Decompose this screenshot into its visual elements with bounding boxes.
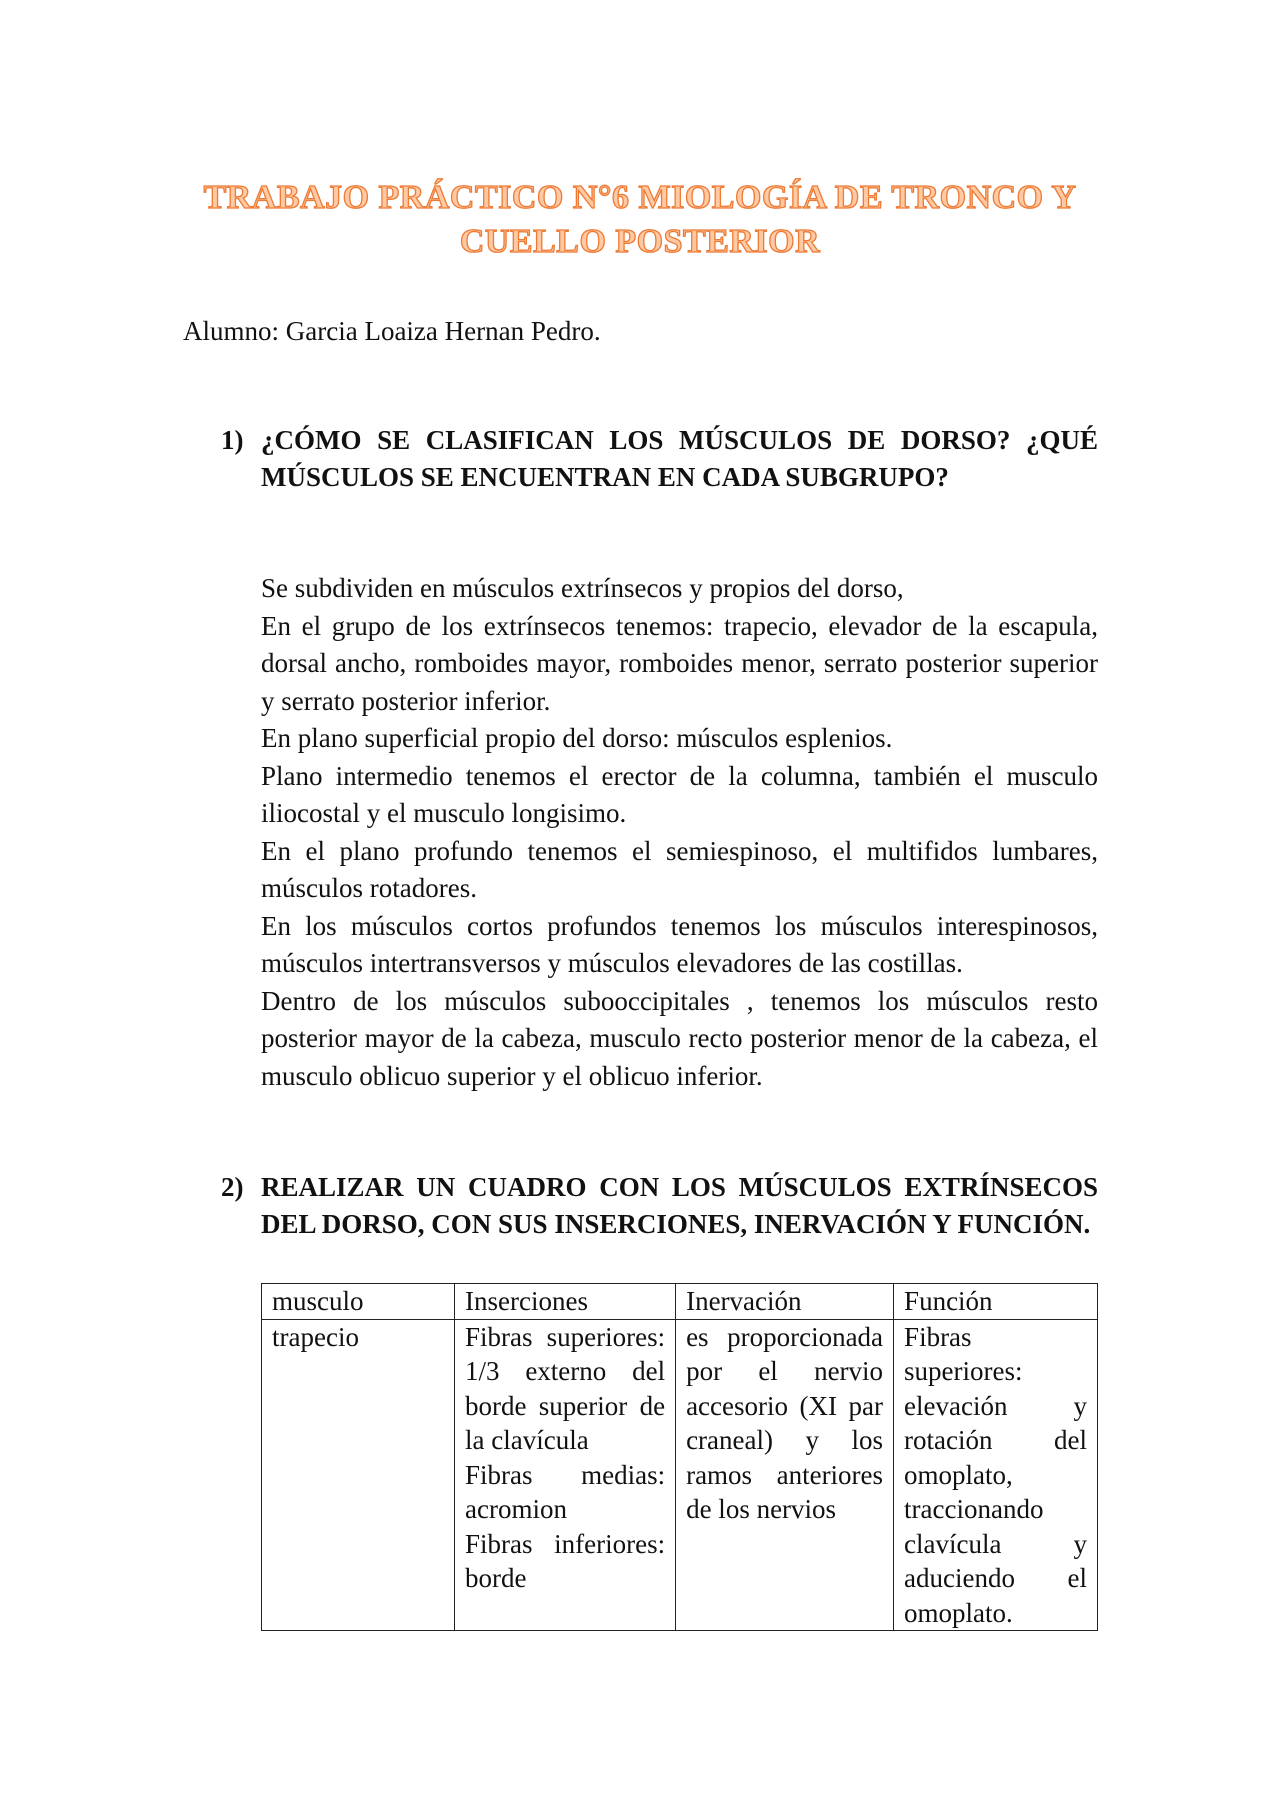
answer-paragraph: Se subdividen en músculos extrínsecos y propios del dorso, bbox=[261, 573, 904, 603]
answer-1 bbox=[261, 570, 1098, 1095]
document-title: TRABAJO PRÁCTICO N°6 MIOLOGÍA DE TRONCO Y CUELLO POSTERIOR bbox=[203, 179, 1077, 260]
student-name: Alumno: Garcia Loaiza Hernan Pedro. bbox=[183, 316, 601, 346]
answer-paragraph: Plano intermedio tenemos el erector de la columna, también el musculo iliocostal y el musculo longisimo. bbox=[261, 760, 1098, 828]
question-text: ¿CÓMO SE CLASIFICAN LOS MÚSCULOS DE DORSO? ¿QUÉ MÚSCULOS SE ENCUENTRAN EN CADA SUBGRUPO? bbox=[261, 425, 1098, 492]
header-funcion: Función bbox=[894, 1284, 1098, 1320]
answer-paragraph: En los músculos cortos profundos tenemos los músculos interespinosos, músculos intertransversos y músculos elevadores de las costillas. bbox=[261, 910, 1098, 978]
table-row bbox=[262, 1319, 1098, 1631]
header-inserciones: Inserciones bbox=[455, 1284, 676, 1320]
header-inervacion: Inervación bbox=[676, 1284, 894, 1320]
insercion-line: Fibras superiores: 1/3 externo del borde superior de la clavícula bbox=[465, 1321, 666, 1455]
answer-paragraph: Dentro de los músculos subooccipitales , tenemos los músculos resto posterior mayor de la cabeza, musculo recto posterior menor de la cabeza, el musculo oblicuo superior y el oblicuo inferior. bbox=[261, 985, 1098, 1091]
table-header-row bbox=[262, 1284, 1098, 1320]
question-number: 2) bbox=[221, 1172, 244, 1202]
question-1 bbox=[221, 422, 1098, 496]
question-2 bbox=[221, 1169, 1098, 1243]
header-musculo: musculo bbox=[262, 1284, 455, 1320]
answer-paragraph: En el plano profundo tenemos el semiespinoso, el multifidos lumbares, músculos rotadores. bbox=[261, 835, 1098, 903]
insercion-line: Fibras inferiores: borde bbox=[465, 1528, 666, 1593]
question-number: 1) bbox=[221, 425, 244, 455]
answer-paragraph: En plano superficial propio del dorso: músculos esplenios. bbox=[261, 723, 893, 753]
cell-funcion: Fibras superiores: elevación y rotación del omoplato, traccionando clavícula y aduciendo el omoplato. bbox=[894, 1319, 1098, 1631]
cell-inserciones bbox=[455, 1319, 676, 1631]
answer-paragraph: En el grupo de los extrínsecos tenemos: trapecio, elevador de la escapula, dorsal ancho, romboides mayor, romboides menor, serrato posterior superior y serrato posterior inferior. bbox=[261, 610, 1098, 716]
muscles-table bbox=[261, 1283, 1098, 1631]
cell-musculo: trapecio bbox=[262, 1319, 455, 1631]
question-text: REALIZAR UN CUADRO CON LOS MÚSCULOS EXTRÍNSECOS DEL DORSO, CON SUS INSERCIONES, INERVACIÓN Y FUNCIÓN. bbox=[261, 1172, 1098, 1239]
insercion-line: Fibras medias: acromion bbox=[465, 1459, 666, 1524]
cell-inervacion: es proporcionada por el nervio accesorio (XI par craneal) y los ramos anteriores de los nervios bbox=[676, 1319, 894, 1631]
